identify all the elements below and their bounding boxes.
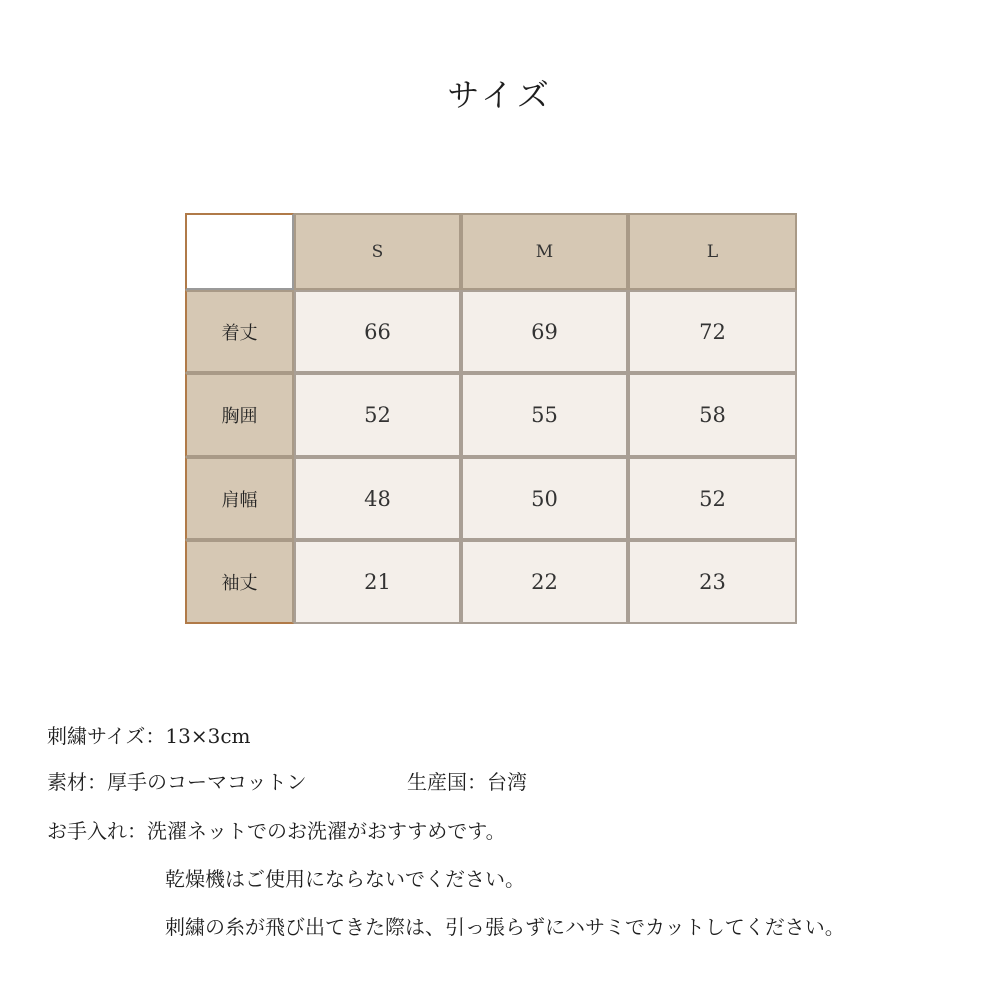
cell-value: 23 xyxy=(699,570,726,594)
row-label-text: 肩幅 xyxy=(221,489,258,511)
table-cell xyxy=(294,457,461,540)
size-table xyxy=(185,213,797,624)
table-cell xyxy=(628,373,797,457)
table-cell xyxy=(628,540,797,624)
table-cell xyxy=(294,540,461,624)
cell-value: 69 xyxy=(531,319,558,344)
column-header-l xyxy=(628,213,797,290)
cell-value: 21 xyxy=(364,570,391,594)
column-header-s xyxy=(294,213,461,290)
care-note-1: お手入れ：洗濯ネットでのお洗濯がおすすめです。 xyxy=(47,819,506,843)
table-cell xyxy=(294,373,461,457)
cell-value: 48 xyxy=(364,486,391,511)
column-header-label: S xyxy=(371,241,384,262)
table-corner-cell xyxy=(185,213,294,290)
row-label-length xyxy=(185,290,294,373)
cell-value: 55 xyxy=(531,403,558,427)
column-header-m xyxy=(461,213,628,290)
cell-value: 22 xyxy=(531,570,558,594)
row-label-text: 胸囲 xyxy=(221,406,258,427)
column-header-label: L xyxy=(706,241,719,262)
row-label-text: 袖丈 xyxy=(221,573,258,594)
page-title: サイズ xyxy=(447,76,553,114)
row-label-sleeve xyxy=(185,540,294,624)
cell-value: 50 xyxy=(531,486,558,511)
care-note-2: 乾燥機はご使用にならないでください。 xyxy=(165,867,525,891)
cell-value: 66 xyxy=(364,319,391,344)
embroidery-size-note: 刺繍サイズ：13×3cm xyxy=(47,724,251,748)
table-cell xyxy=(628,457,797,540)
table-cell xyxy=(461,457,628,540)
table-cell xyxy=(461,290,628,373)
table-cell xyxy=(461,540,628,624)
table-cell xyxy=(294,290,461,373)
cell-value: 72 xyxy=(699,319,726,344)
column-header-label: M xyxy=(535,241,554,262)
row-label-chest xyxy=(185,373,294,457)
row-label-shoulder xyxy=(185,457,294,540)
cell-value: 52 xyxy=(699,486,726,511)
origin-note: 生産国：台湾 xyxy=(407,770,527,794)
row-label-text: 着丈 xyxy=(221,322,258,344)
cell-value: 52 xyxy=(364,403,391,427)
material-note: 素材：厚手のコーマコットン xyxy=(47,770,307,794)
table-cell xyxy=(628,290,797,373)
care-note-3: 刺繍の糸が飛び出てきた際は、引っ張らずにハサミでカットしてください。 xyxy=(165,915,845,939)
cell-value: 58 xyxy=(699,403,726,427)
table-cell xyxy=(461,373,628,457)
